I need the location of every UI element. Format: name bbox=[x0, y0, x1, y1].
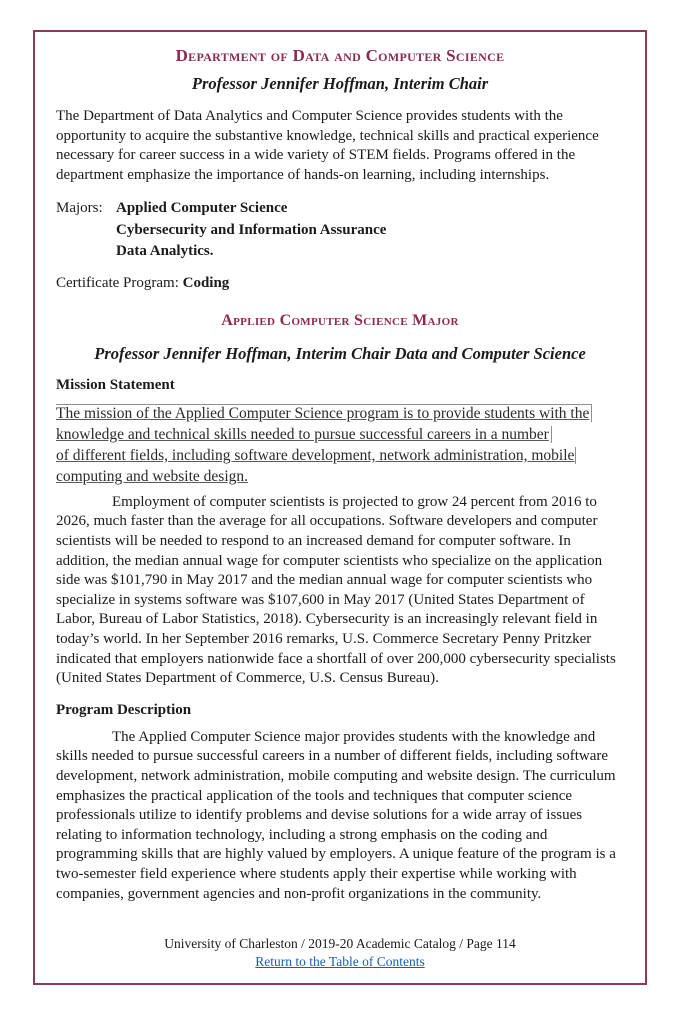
program-description-paragraph: The Applied Computer Science major provides students with the knowledge and skills needed to pursue successful careers in a number of different fields, including software development, network administration, mobile computing and website design. The curriculum emphasizes the practical application of the tools and techniques that computer science professionals utilize to identify problems and devise solutions for a wide array of issues relating to information technology, including a strong emphasis on the coding and programming skills that are highly valued by employers. A unique feature of the program is a two-semester field experience where students apply their expertise while working with companies, government agencies and non-profit organizations in the community. bbox=[56, 728, 616, 902]
mission-line: of different fields, including software development, network administration, mobile bbox=[56, 446, 575, 464]
mission-heading: Mission Statement bbox=[56, 376, 175, 393]
certificate-label: Certificate Program: bbox=[56, 274, 179, 291]
majors-label: Majors: bbox=[56, 200, 103, 217]
program-description-heading: Program Description bbox=[56, 701, 192, 718]
mission-paragraph bbox=[56, 403, 624, 487]
certificate-block bbox=[56, 275, 624, 292]
page-footer bbox=[56, 935, 624, 971]
certificate-value: Coding bbox=[182, 274, 230, 291]
major-section-title: Applied Computer Science Major bbox=[221, 311, 459, 329]
department-intro-paragraph: The Department of Data Analytics and Computer Science provides students with the opportunity to acquire the substantive knowledge, technical skills and practical experience necessary for career success in a wide variety of STEM fields. Programs offered in the department emphasize the importance of hands-on learning, including internships. bbox=[56, 108, 599, 183]
major-item: Data Analytics. bbox=[116, 243, 214, 260]
majors-block bbox=[56, 198, 624, 263]
footer-catalog-line: University of Charleston / 2019-20 Academic Catalog / Page 114 bbox=[164, 936, 516, 951]
major-section-chair: Professor Jennifer Hoffman, Interim Chair Data and Computer Science bbox=[94, 343, 586, 363]
department-chair: Professor Jennifer Hoffman, Interim Chair bbox=[191, 74, 489, 93]
mission-line: knowledge and technical skills needed to pursue successful careers in a number bbox=[56, 424, 624, 445]
department-title: Department of Data and Computer Science bbox=[175, 46, 505, 65]
mission-line: computing and website design. bbox=[56, 467, 248, 485]
major-item: Cybersecurity and Information Assurance bbox=[116, 221, 387, 238]
employment-paragraph: Employment of computer scientists is projected to grow 24 percent from 2016 to 2026, much faster than the average for all occupations. Software developers and computer scientists will be needed to respond to an increased demand for computer software. In addition, the median annual wage for computer scientists who specialize on the application side was $101,790 in May 2017 and the median annual wage for computer scientists who specialize in systems software was $107,600 in May 2017 (United States Department of Labor, Bureau of Labor Statistics, 2018). Cybersecurity is an increasingly relevant field in today’s world. In her September 2016 remarks, U.S. Commerce Secretary Penny Pritzker indicated that employers nationwide face a shortfall of over 200,000 cybersecurity specialists (United States Department of Commerce, U.S. Census Bureau). bbox=[56, 493, 616, 687]
page-border-frame bbox=[33, 30, 647, 985]
mission-line: The mission of the Applied Computer Science program is to provide students with the bbox=[56, 403, 624, 424]
return-to-toc-link[interactable]: Return to the Table of Contents bbox=[255, 954, 425, 969]
majors-list bbox=[116, 198, 386, 263]
major-item: Applied Computer Science bbox=[116, 200, 288, 217]
